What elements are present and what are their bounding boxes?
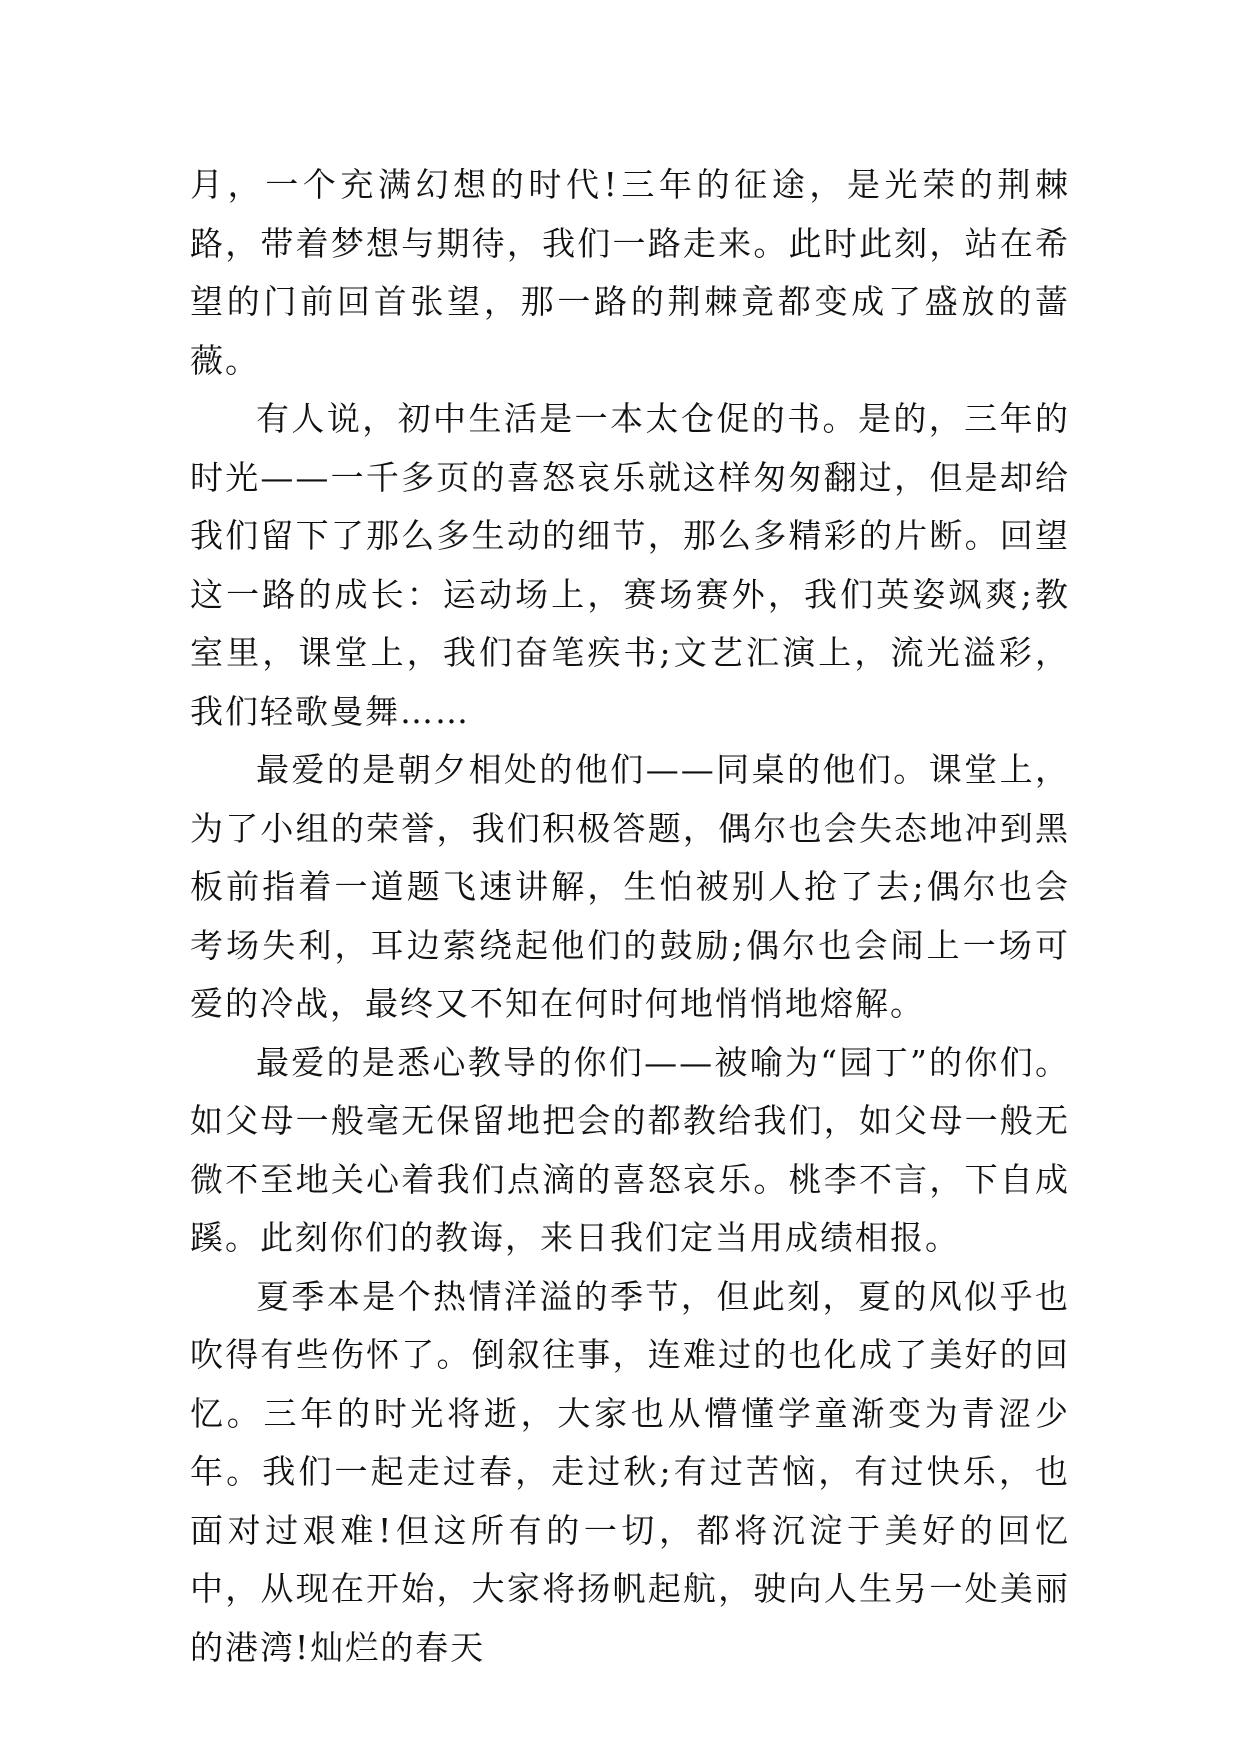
paragraph-4: 最爱的是悉心教导的你们——被喻为“园丁”的你们。如父母一般毫无保留地把会的都教给我们，如父母一般无微不至地关心着我们点滴的喜怒哀乐。桃李不言，下自成蹊。此刻你们的教诲，来日我们定当用成绩相报。: [190, 1042, 1070, 1257]
paragraph-1: 月，一个充满幻想的时代!三年的征途，是光荣的荆棘路，带着梦想与期待，我们一路走来。此时此刻，站在希望的门前回首张望，那一路的荆棘竟都变成了盛放的蔷薇。: [190, 165, 1070, 380]
body-text: [190, 156, 1070, 1677]
paragraph-2: 有人说，初中生活是一本太仓促的书。是的，三年的时光——一千多页的喜怒哀乐就这样匆匆翻过，但是却给我们留下了那么多生动的细节，那么多精彩的片断。回望这一路的成长：运动场上，赛场赛外，我们英姿飒爽;教室里，课堂上，我们奋笔疾书;文艺汇演上，流光溢彩，我们轻歌曼舞……: [190, 399, 1070, 731]
paragraph-5: 夏季本是个热情洋溢的季节，但此刻，夏的风似乎也吹得有些伤怀了。倒叙往事，连难过的也化成了美好的回忆。三年的时光将逝，大家也从懵懂学童渐变为青涩少年。我们一起走过春，走过秋;有过苦恼，有过快乐，也面对过艰难!但这所有的一切，都将沉淀于美好的回忆中，从现在开始，大家将扬帆起航，驶向人生另一处美丽的港湾!灿烂的春天: [190, 1276, 1070, 1667]
paragraph-3: 最爱的是朝夕相处的他们——同桌的他们。课堂上，为了小组的荣誉，我们积极答题，偶尔也会失态地冲到黑板前指着一道题飞速讲解，生怕被别人抢了去;偶尔也会考场失利，耳边萦绕起他们的鼓励;偶尔也会闹上一场可爱的冷战，最终又不知在何时何地悄悄地熔解。: [190, 750, 1070, 1023]
